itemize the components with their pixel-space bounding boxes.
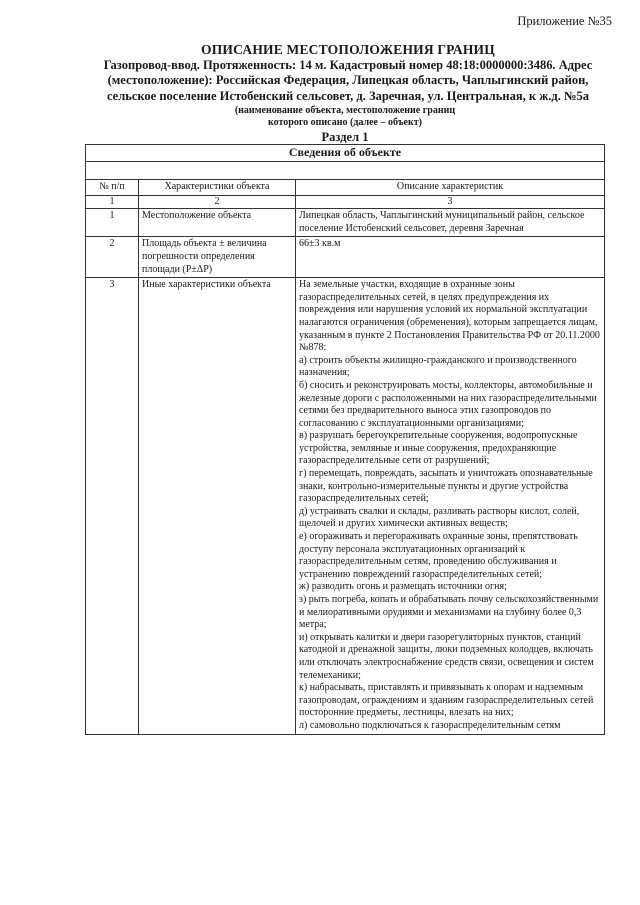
row-characteristic: Площадь объекта ± величина погрешности определения площади (Р±ΔР) [139,237,296,278]
restriction-item: а) строить объекты жилищно-гражданского и производственного назначения; [299,354,577,379]
restriction-item: г) перемещать, повреждать, засыпать и уничтожать опознавательные знаки, контрольно-измерительные пункты и другие устройства газораспределительных сетей; [299,468,593,505]
col-header-characteristic: Характеристики объекта [139,180,296,196]
row-characteristic: Иные характеристики объекта [139,278,296,734]
title-line-1: Газопровод-ввод. Протяженность: 14 м. Кадастровый номер 48:18:0000000:3486. Адрес [103,57,593,72]
caption-line-1: (наименование объекта, местоположение границ [234,105,456,116]
col-number-2: 2 [139,195,296,209]
table-row [86,209,605,237]
restriction-item: в) разрушать берегоукрепительные сооружения, водопропускные устройства, земляные и иные сооружения, предохраняющие газораспределительные сети от разрушений; [299,430,578,467]
title-main: ОПИСАНИЕ МЕСТОПОЛОЖЕНИЯ ГРАНИЦ [201,42,495,57]
section-title: Раздел 1 [321,130,369,144]
restriction-item: ж) разводить огонь и размещать источники огня; [299,581,507,593]
document-title [78,42,618,104]
col-number-1: 1 [86,195,139,209]
row-characteristic: Местоположение объекта [139,209,296,237]
caption-line-2: которого описано (далее – объект) [268,117,422,128]
row-number: 2 [86,237,139,278]
table-number-row [86,195,605,209]
restriction-intro: На земельные участки, входящие в охранные зоны газораспределительных сетей, в целях предупреждения их повреждения или нарушения условий их нормальной эксплуатации налагаются ограничения (обременения), которым запрещается лицам, указанным в пункте 2 Постановления Правительства РФ от 20.11.2000 №878: [299,279,600,354]
restriction-item: л) самовольно подключаться к газораспределительным сетям [299,719,561,731]
table-section-header: Сведения об объекте [86,145,605,162]
row-number: 3 [86,278,139,734]
restriction-item: е) огораживать и перегораживать охранные зоны, препятствовать доступу персонала эксплуатационных организаций к газораспределительным сетям, проведению обслуживания и устранению повреждений газораспределительных сетей; [299,531,578,580]
restriction-item: и) открывать калитки и двери газорегуляторных пунктов, станций катодной и дренажной защиты, люки подземных колодцев, включать или отключать электроснабжение средств связи, освещения и систем телемеханики; [299,631,594,681]
restriction-item: б) сносить и реконструировать мосты, коллекторы, автомобильные и железные дороги с расположенными на них газораспределительными сетями без предварительного выноса этих газопроводов по согласованию с эксплуатационными организациями; [299,379,597,429]
title-line-3: сельское поселение Истобенский сельсовет, д. Заречная, ул. Центральная, к ж.д. №5а [106,88,590,103]
table-spacer-row [86,162,605,180]
row-description: 66±3 кв.м [296,237,605,278]
annex-label: Приложение №35 [517,14,612,28]
table-row [86,278,605,734]
row-number: 1 [86,209,139,237]
restriction-item: к) набрасывать, приставлять и привязывать к опорам и надземным газопроводам, ограждениям и зданиям газораспределительных сетей посторонние предметы, лестницы, влезать на них; [299,682,594,719]
restriction-item: з) рыть погреба, копать и обрабатывать почву сельскохозяйственными и мелиоративными орудиями и механизмами на глубину более 0,3 метра; [299,594,599,631]
table-row [86,237,605,278]
title-line-2: (местоположение): Российская Федерация, Липецкая область, Чаплыгинский район, [107,73,589,87]
title-caption [195,105,495,129]
row-description [296,278,605,734]
restriction-item: д) устраивать свалки и склады, разливать растворы кислот, солей, щелочей и других химически активных веществ; [299,505,580,530]
row-description: Липецкая область, Чаплыгинский муниципальный район, сельское поселение Истобенский сельсовет, деревня Заречная [296,209,605,237]
col-header-num: № п/п [86,180,139,196]
col-header-description: Описание характеристик [296,180,605,196]
table-header-row [86,180,605,196]
object-info-table [85,144,605,735]
table-spacer-cell [86,162,605,180]
col-number-3: 3 [296,195,605,209]
